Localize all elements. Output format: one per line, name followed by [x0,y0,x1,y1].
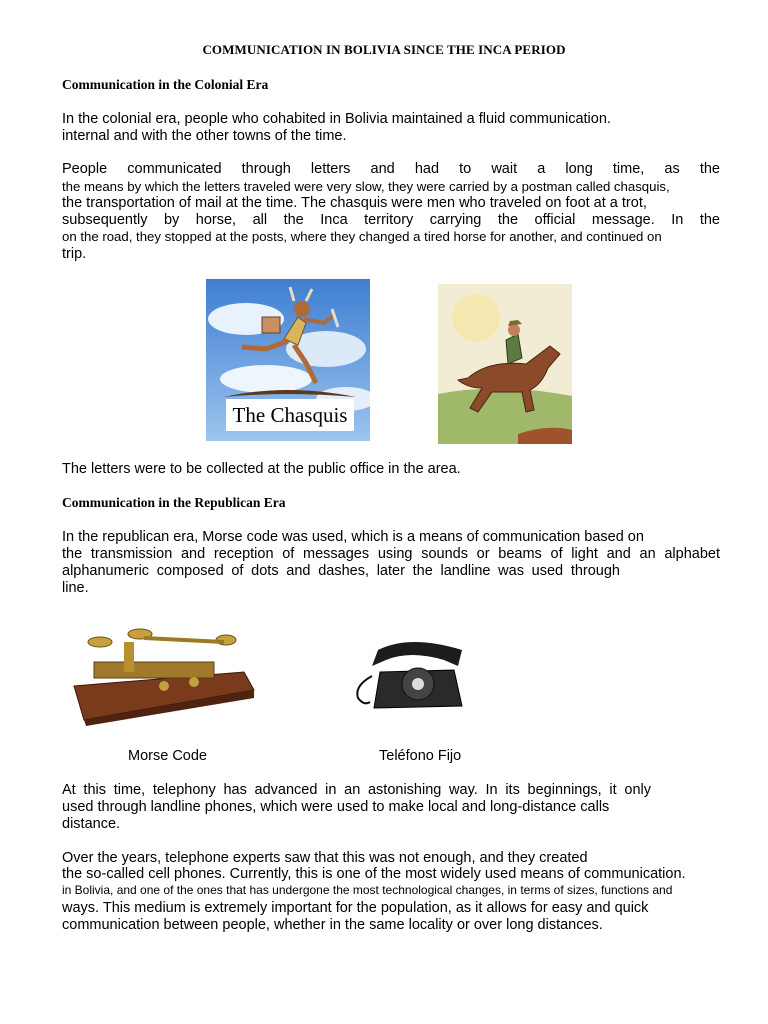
document-title: COMMUNICATION IN BOLIVIA SINCE THE INCA PERIOD [202,42,566,57]
morse-key-image [64,616,260,728]
republican-p1-line-3: alphanumeric composed of dots and dashes, later the landline was used through [62,563,620,579]
colonial-p2-line-1: People communicated through letters and had to wait a long time, as the [62,161,720,177]
chasquis-image-label: The Chasquis [226,399,354,431]
colonial-p1-line-1: In the colonial era, people who cohabited in Bolivia maintained a fluid communication. [62,111,611,127]
republican-heading: Communication in the Republican Era [62,495,286,510]
colonial-p2-line-3: the transportation of mail at the time. The chasquis were men who traveled on foot at a trot, [62,195,647,211]
colonial-p1-line-2: internal and with the other towns of the time. [62,128,347,144]
phone-caption: Teléfono Fijo [379,748,462,764]
republican-p2-line-2: used through landline phones, which were used to make local and long-distance calls [62,799,610,815]
morse-caption: Morse Code [128,748,207,764]
colonial-heading: Communication in the Colonial Era [62,77,269,92]
republican-p3-line-3: in Bolivia, and one of the ones that has undergone the most technological changes, in terms of sizes, functions and [62,883,673,897]
republican-p1-line-2: the transmission and reception of messages using sounds or beams of light and an alphabet [62,546,720,562]
colonial-p2-line-4: subsequently by horse, all the Inca territory carrying the official message. In the [62,212,720,228]
republican-p2-line-1: At this time, telephony has advanced in an astonishing way. In its beginnings, it only [62,782,651,798]
republican-p3-line-4: ways. This medium is extremely important for the population, as it allows for easy and quick [62,900,649,916]
rotary-phone-image [350,636,470,714]
republican-p2-line-3: distance. [62,816,121,832]
colonial-p2-line-6: trip. [62,246,87,262]
colonial-p2-line-5: on the road, they stopped at the posts, where they changed a tired horse for another, and continued on [62,229,662,244]
republican-p3-line-5: communication between people, whether in the same locality or over long distances. [62,917,603,933]
republican-p3-line-1: Over the years, telephone experts saw that this was not enough, and they created [62,850,588,866]
colonial-p2-line-2: the means by which the letters traveled were very slow, they were carried by a postman called chasquis, [62,179,670,194]
horse-rider-image [438,284,572,444]
colonial-p3: The letters were to be collected at the public office in the area. [62,461,461,477]
republican-p3-line-2: the so-called cell phones. Currently, this is one of the most widely used means of communication. [62,866,686,882]
republican-p1-line-1: In the republican era, Morse code was used, which is a means of communication based on [62,529,644,545]
republican-p1-line-4: line. [62,580,89,596]
chasquis-runner-image [206,279,370,441]
